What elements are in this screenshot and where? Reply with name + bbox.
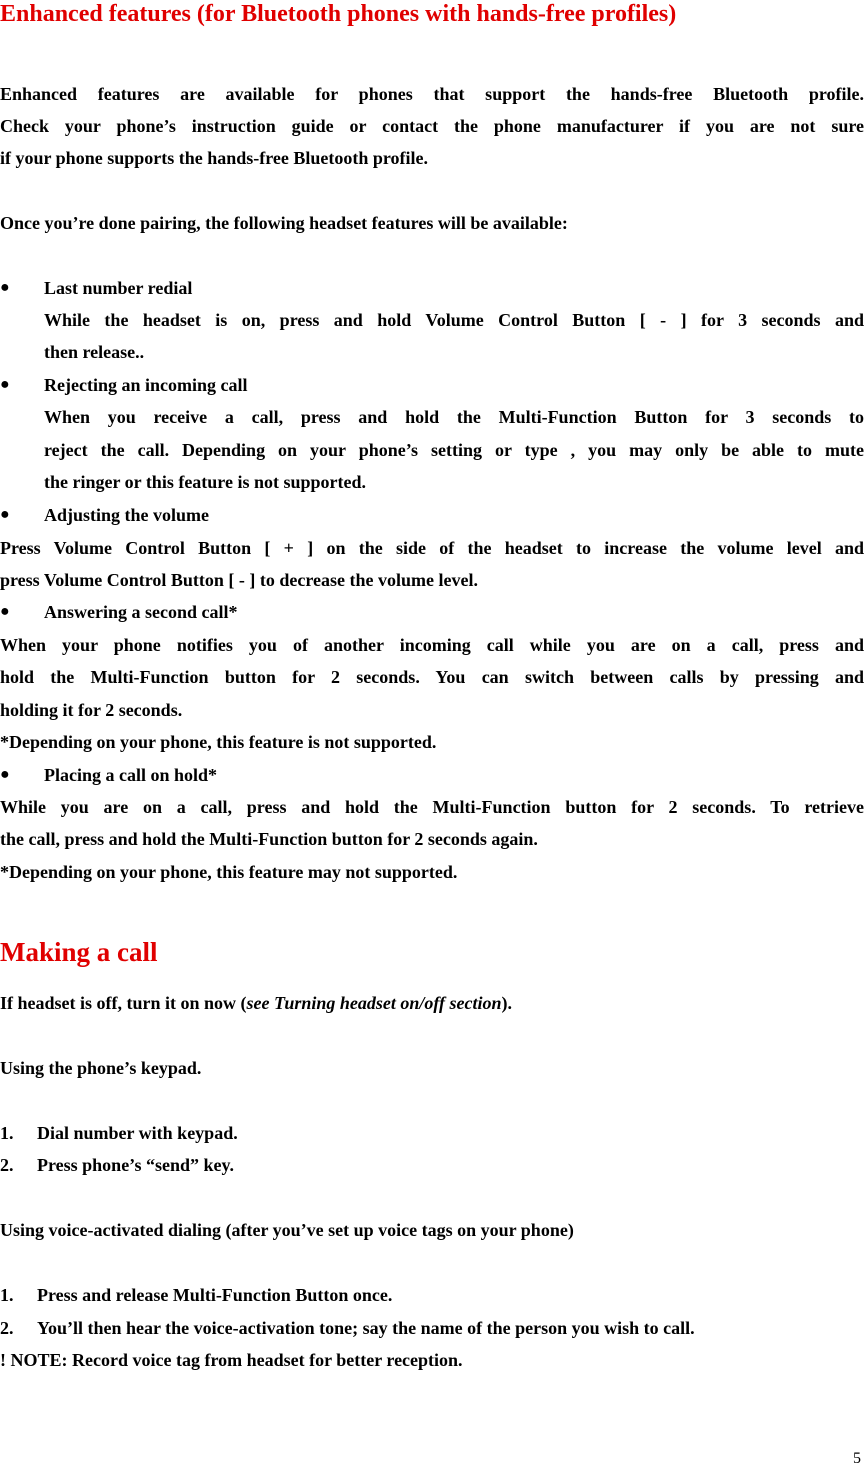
step-text: You’ll then hear the voice-activation tone; say the name of the person you wish to call. [37,1318,695,1338]
feature-title-adjusting-volume: Adjusting the volume [44,505,210,525]
keypad-step [0,1154,864,1176]
intro-line-1: Enhanced features are available for phones that support the hands-free Bluetooth profile. [0,84,864,104]
features-lead: Once you’re done pairing, the following headset features will be available: [0,213,568,233]
intro-text: If headset is off, turn it on now ( [0,993,247,1013]
step-text: Press phone’s “send” key. [37,1155,235,1175]
intro-text: ). [501,993,513,1013]
step-text: Dial number with keypad. [37,1123,238,1143]
feature-footnote: *Depending on your phone, this feature is not supported. [0,732,437,752]
feature-text: the call, press and hold the Multi-Function button for 2 seconds again. [0,829,538,849]
step-number: 2. [0,1155,14,1175]
intro-line-3: if your phone supports the hands-free Bluetooth profile. [0,148,429,168]
feature-text: When your phone notifies you of another incoming call while you are on a call, press and [0,635,864,655]
feature-text: then release.. [44,342,145,362]
voice-step [0,1317,864,1339]
feature-title-call-on-hold: Placing a call on hold* [44,765,218,785]
page-number: 5 [853,1450,861,1467]
feature-text: press Volume Control Button [ - ] to decrease the volume level. [0,570,478,590]
feature-text: holding it for 2 seconds. [0,700,183,720]
feature-text: When you receive a call, press and hold the Multi-Function Button for 3 seconds to [44,407,864,427]
making-call-intro [0,992,864,1014]
feature-text: hold the Multi-Function button for 2 seconds. You can switch between calls by pressing and [0,667,864,687]
bullet-icon: ● [0,279,10,296]
step-text: Press and release Multi-Function Button once. [37,1285,393,1305]
feature-text: the ringer or this feature is not supported. [44,472,366,492]
bullet-icon: ● [0,376,10,393]
bullet-icon: ● [0,506,10,523]
step-number: 1. [0,1285,14,1305]
voice-lead: Using voice-activated dialing (after you’ve set up voice tags on your phone) [0,1220,574,1240]
feature-title-rejecting-call: Rejecting an incoming call [44,375,248,395]
intro-line-2: Check your phone’s instruction guide or contact the phone manufacturer if you are not sure [0,116,864,136]
feature-text: Press Volume Control Button [ + ] on the side of the headset to increase the volume level and [0,538,864,558]
feature-title-last-number-redial: Last number redial [44,278,193,298]
feature-text: While you are on a call, press and hold the Multi-Function button for 2 seconds. To retrieve [0,797,864,817]
section-heading-enhanced-features: Enhanced features (for Bluetooth phones with hands-free profiles) [0,1,677,27]
voice-step [0,1284,864,1306]
step-number: 2. [0,1318,14,1338]
note-text: ! NOTE: Record voice tag from headset for better reception. [0,1350,463,1370]
feature-title-second-call: Answering a second call* [44,602,238,622]
step-number: 1. [0,1123,14,1143]
feature-text: reject the call. Depending on your phone’s setting or type , you may only be able to mute [44,440,864,460]
bullet-icon: ● [0,766,10,783]
feature-footnote: *Depending on your phone, this feature may not supported. [0,862,458,882]
keypad-step [0,1122,864,1144]
keypad-lead: Using the phone’s keypad. [0,1058,202,1078]
feature-text: While the headset is on, press and hold Volume Control Button [ - ] for 3 seconds and [44,310,864,330]
bullet-icon: ● [0,603,10,620]
section-reference: see Turning headset on/off section [246,993,502,1013]
section-heading-making-a-call: Making a call [0,937,158,967]
